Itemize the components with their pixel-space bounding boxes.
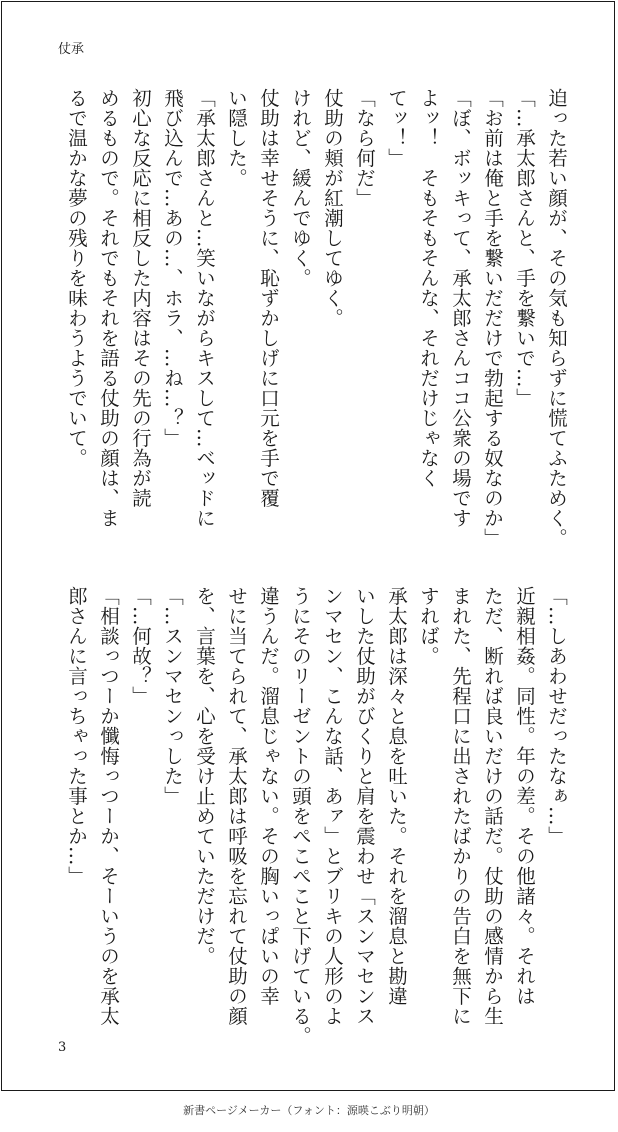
- text-line: すれば。: [417, 586, 440, 666]
- text-line: 飛び込んで…あの…、ホラ、…ね…？」: [161, 88, 184, 448]
- text-line: 初心な反応に相反した内容はその先の行為が読: [129, 88, 152, 508]
- page-number: 3: [58, 1040, 67, 1055]
- text-line: い隠した。: [225, 88, 248, 188]
- text-line: 迫った若い顔が、その気も知らずに慌てふためく。: [545, 88, 568, 548]
- text-line: 「ぼ、ボッキって、承太郎さんココ公衆の場です: [449, 88, 472, 528]
- page-frame: [1, 1, 615, 1091]
- text-line: 承太郎は深々と息を吐いた。それを溜息と勘違: [385, 586, 408, 1006]
- text-line: 仗助の頬が紅潮してゆく。: [321, 88, 344, 328]
- text-line: けれど、緩んでゆく。: [289, 88, 312, 288]
- text-line: てッ！」: [385, 88, 408, 168]
- text-line: 「なら何だ」: [353, 88, 376, 208]
- text-line: ンマセン、こんな話、あァ」とブリキの人形のよ: [321, 586, 344, 1026]
- text-line: 「…承太郎さんと、手を繋いで…」: [513, 88, 536, 408]
- page-title: 仗承: [58, 42, 85, 57]
- text-line: るで温かな夢の残りを味わうようでいて。: [65, 88, 88, 468]
- text-line: 「お前は俺と手を繋いだだけで勃起する奴なのか」: [481, 88, 504, 548]
- footer-credit: 新書ページメーカー（フォント：源暎こぶり明朝）: [183, 1104, 435, 1117]
- text-line: 「相談っつーか懺悔っつーか、そーいうのを承太: [97, 586, 120, 1026]
- text-line: 仗助は幸せそうに、恥ずかしげに口元を手で覆: [257, 88, 280, 508]
- text-line: 違うんだ。溜息じゃない。その胸いっぱいの幸: [257, 586, 280, 1006]
- text-column-bottom: [52, 586, 572, 1046]
- text-line: うにそのリーゼントの頭をぺこぺこと下げている。: [289, 586, 312, 1046]
- text-line: ただ、断れば良いだけの話だ。仗助の感情から生: [481, 586, 504, 1026]
- text-line: 「承太郎さんと…笑いながらキスして…ベッドに: [193, 88, 216, 528]
- text-line: を、言葉を、心を受け止めていただけだ。: [193, 586, 216, 966]
- text-line: よッ！ そもそもそんな、それだけじゃなく: [417, 88, 440, 488]
- text-line: 「…スンマセンっした」: [161, 586, 184, 806]
- text-column-top: [52, 88, 572, 548]
- text-line: 郎さんに言っちゃった事とか…」: [65, 586, 88, 886]
- text-line: めるもので。それでもそれを語る仗助の顔は、ま: [97, 88, 120, 528]
- text-line: せに当てられて、承太郎は呼吸を忘れて仗助の顔: [225, 586, 248, 1026]
- text-line: いした仗助がびくりと肩を震わせ「スンマセンス: [353, 586, 376, 1026]
- text-line: 近親相姦。同性。年の差。その他諸々。それは: [513, 586, 536, 1006]
- text-line: 「…何故？」: [129, 586, 152, 706]
- text-line: 「…しあわせだったなぁ…」: [545, 586, 568, 846]
- text-line: まれた、先程口に出されたばかりの告白を無下に: [449, 586, 472, 1026]
